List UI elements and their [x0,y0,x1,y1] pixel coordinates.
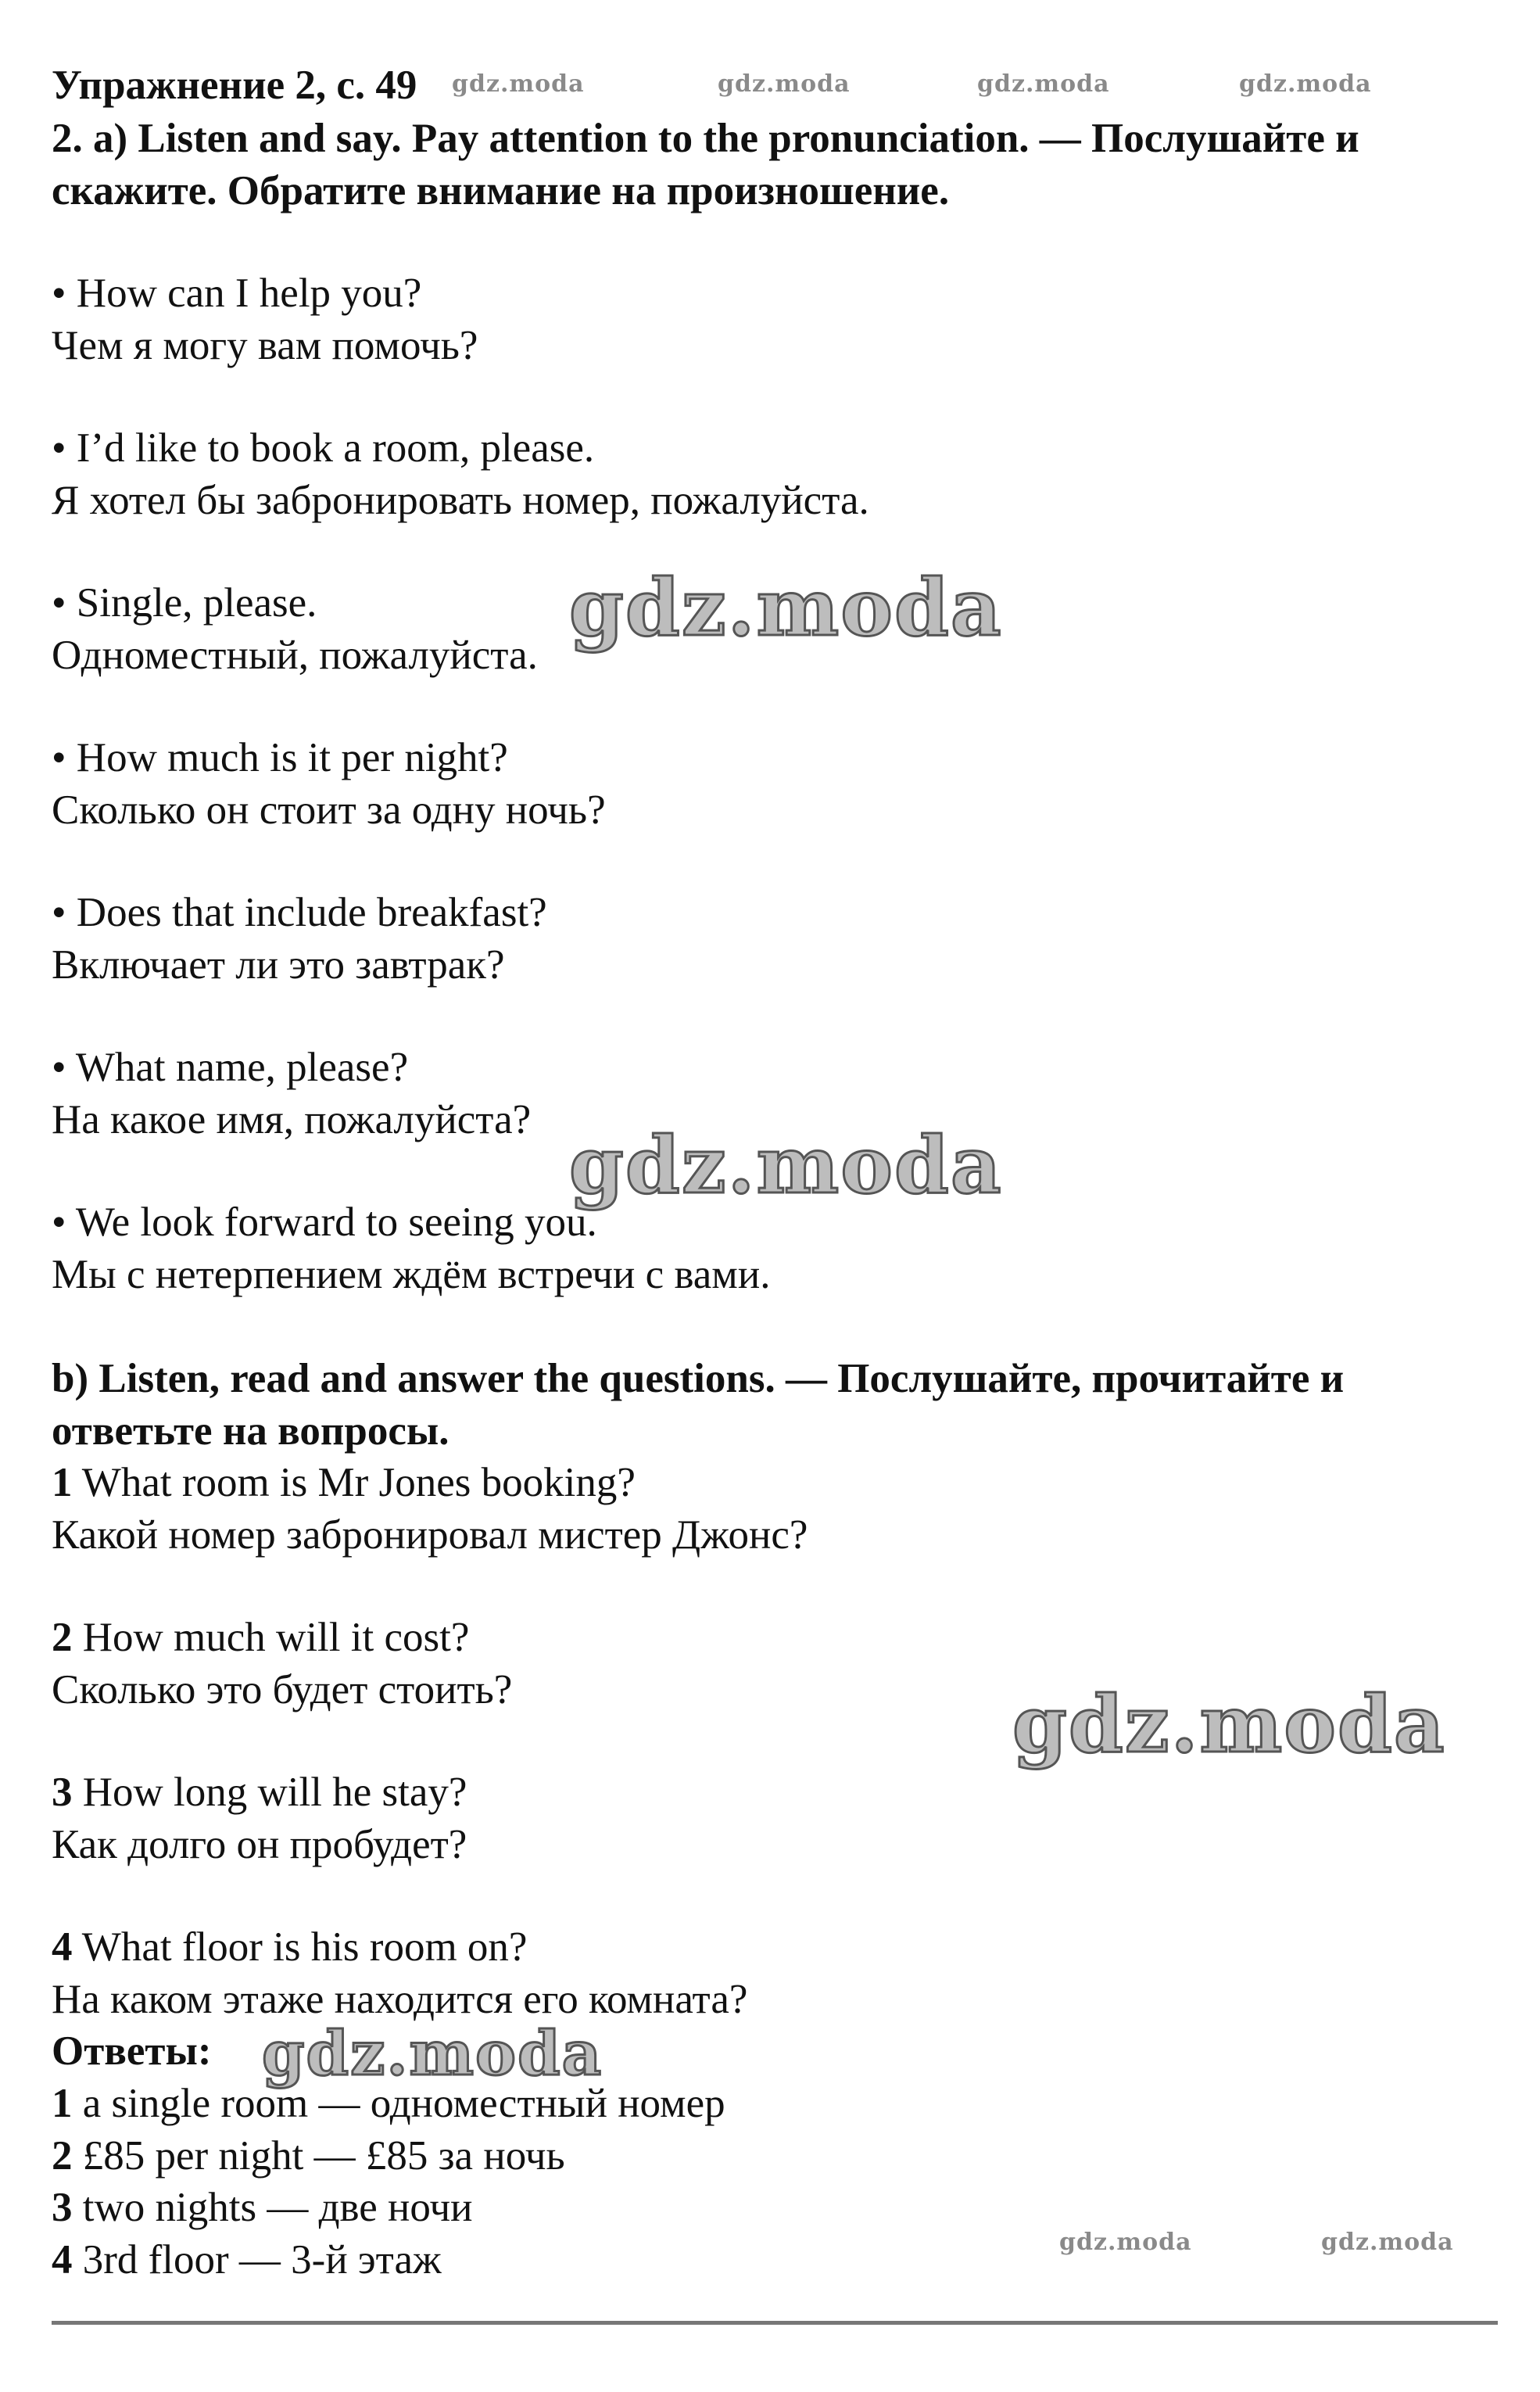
exercise-title: Упражнение 2, с. 49 [52,63,417,108]
watermark: gdz.moda [1059,2229,1192,2256]
question-text: What floor is his room on? [72,1924,528,1970]
phrase-ru: Одноместный, пожалуйста. [52,633,538,678]
task-b-instruction-line2: ответьте на вопросы. [52,1408,449,1454]
phrase-ru: На какое имя, пожалуйста? [52,1097,532,1142]
answer-item [52,2182,473,2233]
phrase-ru: Я хотел бы забронировать номер, пожалуйста. [52,478,869,523]
answer-number: 1 [52,2081,73,2126]
question-text: What room is Mr Jones booking? [72,1460,636,1505]
phrase-en: • Does that include breakfast? [52,890,547,935]
phrase-ru: Чем я могу вам помочь? [52,323,478,368]
phrase-ru: Мы с нетерпением ждём встречи с вами. [52,1252,771,1297]
question-en [52,1457,636,1508]
answer-text: two nights — две ночи [72,2185,473,2230]
task-a-instruction-line1: 2. a) Listen and say. Pay attention to the pronunciation. — Послушайте и [52,116,1359,161]
question-ru: Какой номер забронировал мистер Джонс? [52,1512,808,1558]
watermark: gdz.moda [452,70,585,98]
phrase-en: • I’d like to book a room, please. [52,425,595,471]
answer-number: 3 [52,2185,73,2230]
question-number: 1 [52,1460,73,1505]
answer-text: 3rd floor — 3-й этаж [72,2237,442,2283]
phrase-ru: Включает ли это завтрак? [52,942,505,988]
question-en [52,1612,469,1663]
question-ru: Сколько это будет стоить? [52,1667,513,1712]
task-a-instruction-line2: скажите. Обратите внимание на произношение. [52,168,950,213]
phrase-ru: Сколько он стоит за одну ночь? [52,787,606,833]
answer-number: 2 [52,2133,73,2179]
answer-text: £85 per night — £85 за ночь [72,2133,565,2179]
watermark: gdz.moda [977,70,1110,98]
watermark: gdz.moda [569,561,1003,654]
question-text: How long will he stay? [72,1770,467,1815]
question-ru: Как долго он пробудет? [52,1822,467,1867]
phrase-en: • How much is it per night? [52,735,508,780]
question-number: 4 [52,1924,73,1970]
answers-label: Ответы: [52,2028,212,2074]
phrase-en: • How can I help you? [52,271,422,316]
watermark: gdz.moda [1239,70,1372,98]
phrase-en: • We look forward to seeing you. [52,1200,597,1245]
bottom-divider [52,2321,1498,2325]
question-number: 3 [52,1770,73,1815]
question-en [52,1921,527,1973]
phrase-en: • Single, please. [52,580,317,626]
question-ru: На каком этаже находится его комната? [52,1977,748,2022]
phrase-en: • What name, please? [52,1045,409,1090]
answer-text: a single room — одноместный номер [72,2081,725,2126]
watermark: gdz.moda [1321,2229,1454,2256]
answer-item [52,2234,442,2286]
question-number: 2 [52,1615,73,1660]
question-text: How much will it cost? [72,1615,470,1660]
watermark: gdz.moda [1012,1678,1446,1770]
watermark: gdz.moda [262,2018,603,2089]
question-en [52,1766,467,1818]
watermark: gdz.moda [718,70,851,98]
task-b-instruction-line1: b) Listen, read and answer the questions. — Послушайте, прочитайте и [52,1356,1345,1401]
watermark: gdz.moda [569,1119,1003,1211]
answer-number: 4 [52,2237,73,2283]
answer-item [52,2130,565,2182]
